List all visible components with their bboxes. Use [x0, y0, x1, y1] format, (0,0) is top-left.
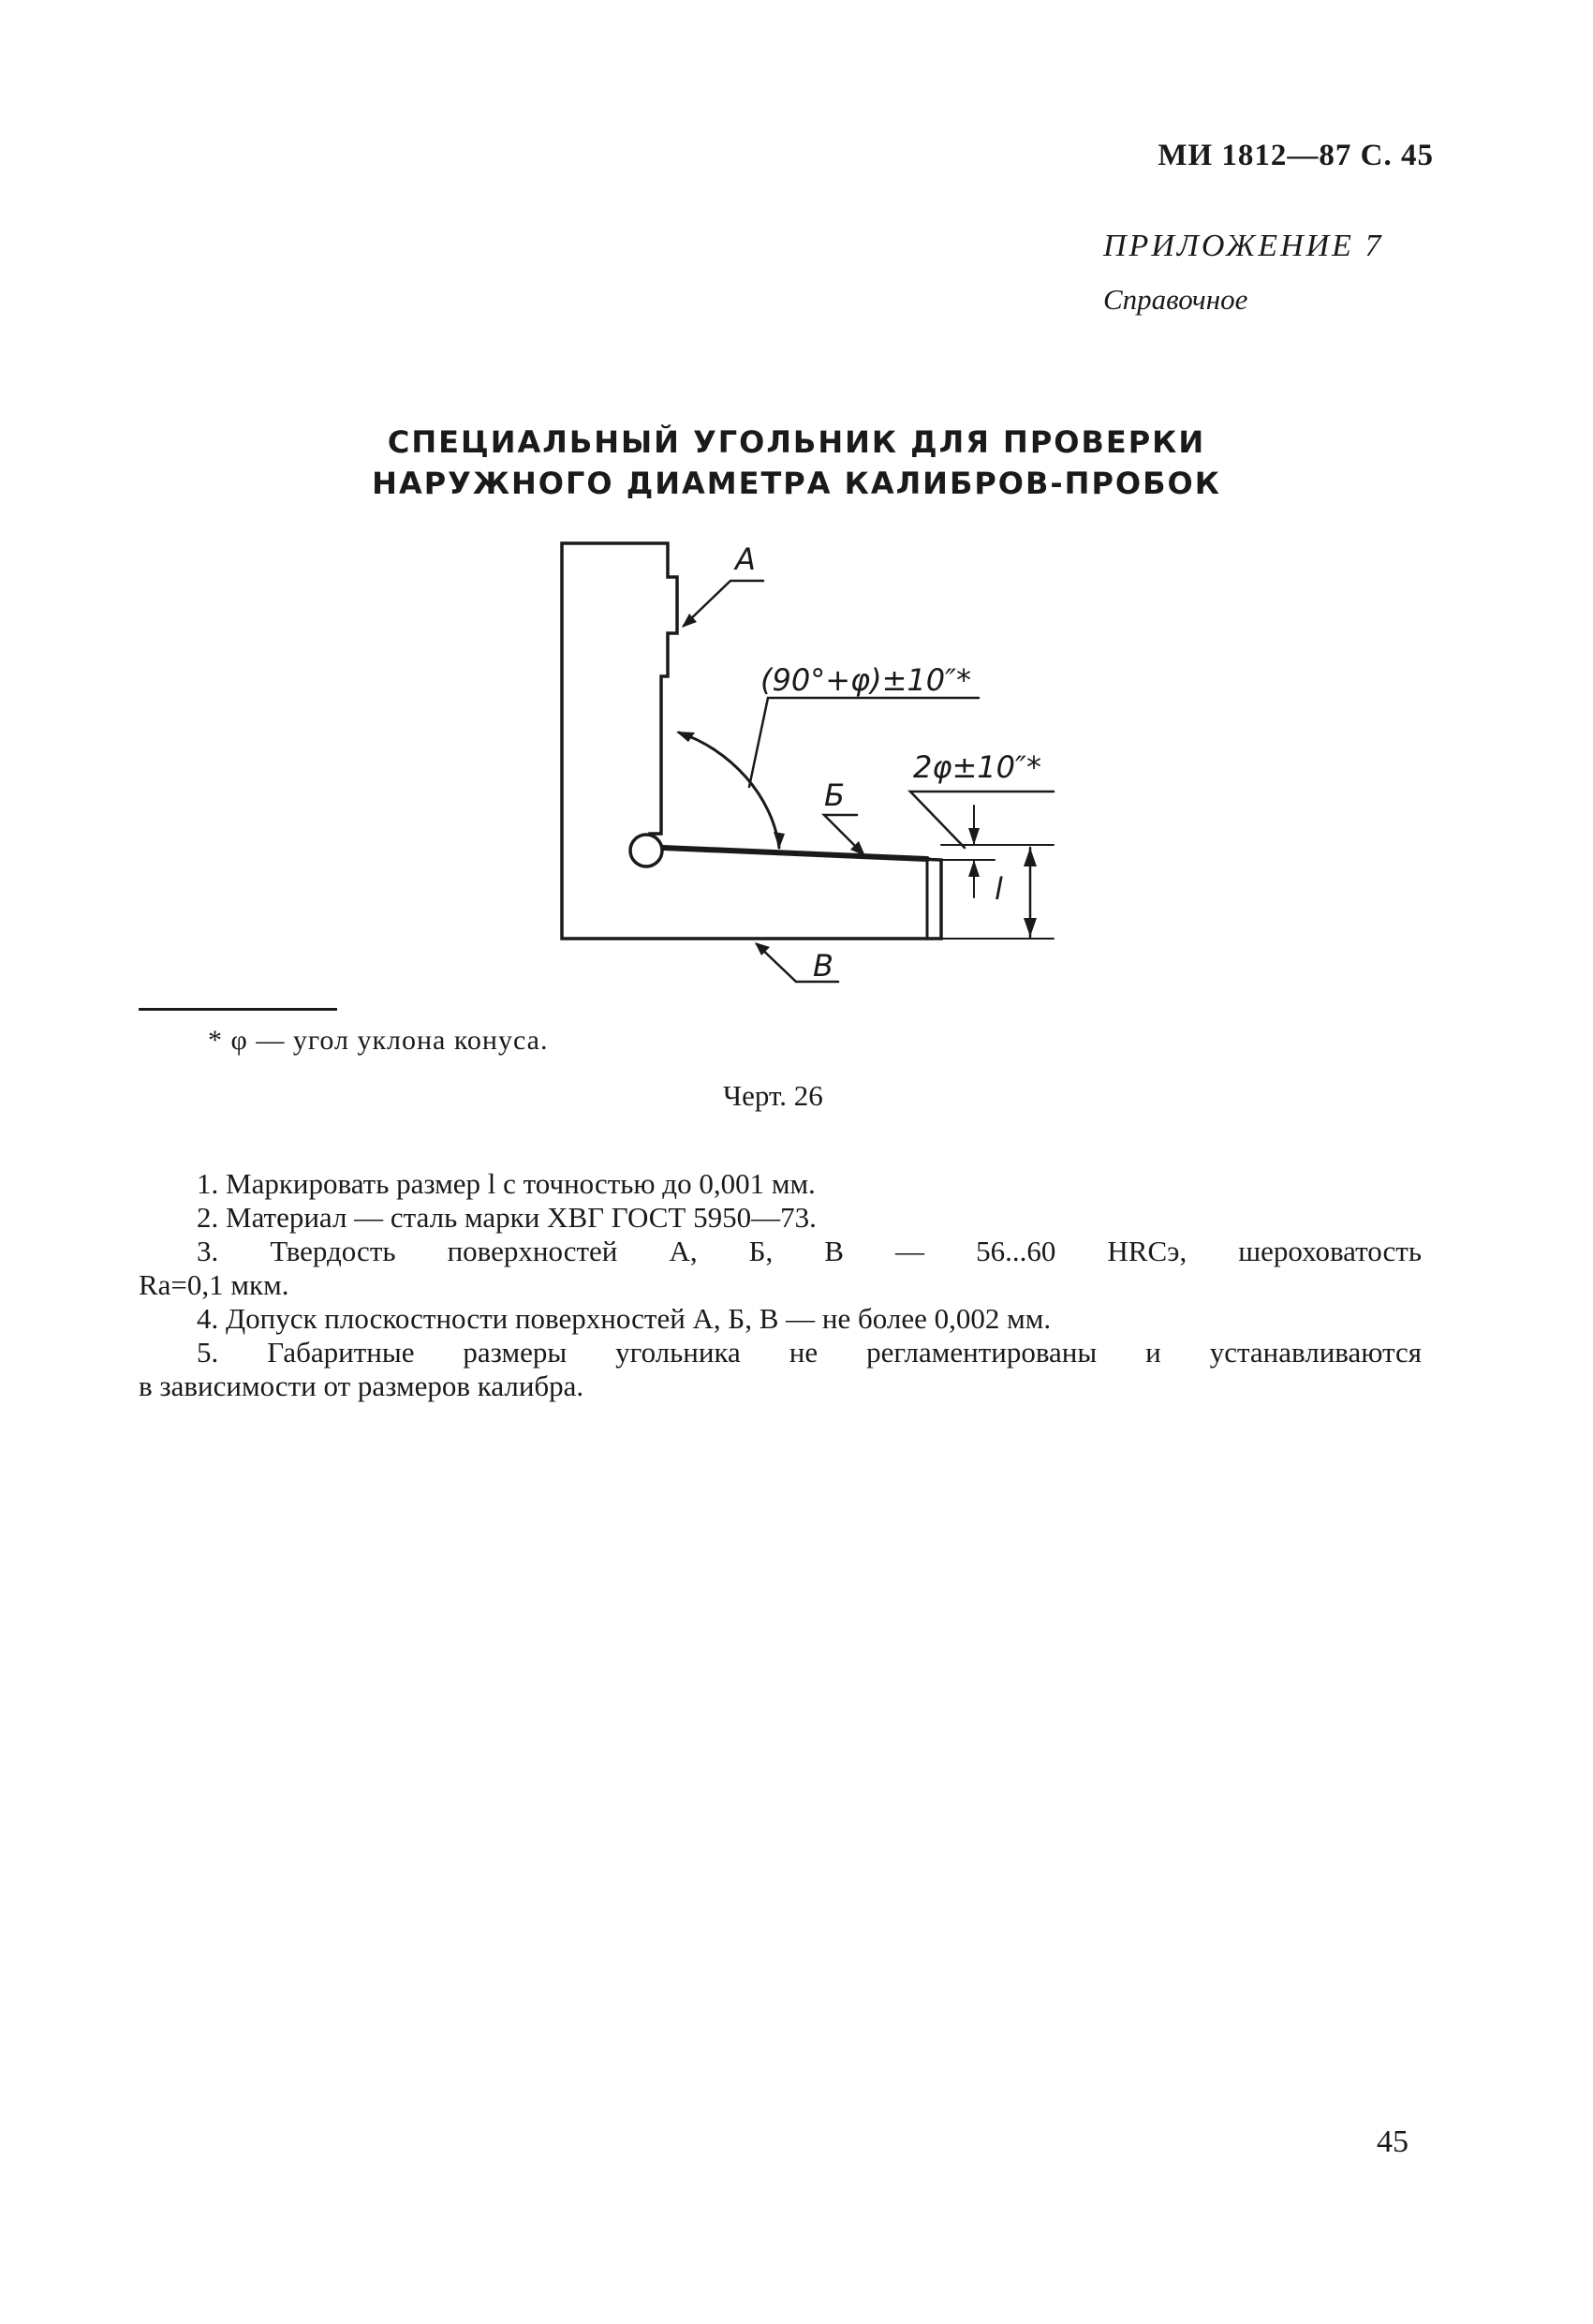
arrow-angle-bottom	[774, 832, 785, 849]
square-body-outline	[562, 543, 941, 939]
relief-groove	[630, 835, 662, 866]
appendix-label: ПРИЛОЖЕНИЕ 7	[1103, 229, 1384, 263]
page-number: 45	[1377, 2124, 1409, 2159]
angle-dimension: (90°+φ)±10″*	[760, 662, 972, 698]
note-3-line-2: Ra=0,1 мкм.	[139, 1268, 289, 1301]
notes-list	[139, 1167, 1422, 1403]
slope-dimension: 2φ±10″*	[913, 749, 1041, 785]
surface-b-line	[663, 848, 927, 859]
label-v: В	[813, 948, 833, 984]
note-3-line-1: 3. Твердость поверхностей А, Б, В — 56...60 HRCэ, шероховатость	[197, 1235, 1422, 1267]
label-b: Б	[824, 777, 845, 813]
footnote: * φ — угол уклона конуса.	[208, 1025, 549, 1056]
length-dimension: l	[995, 871, 1003, 907]
appendix-type: Справочное	[1103, 283, 1248, 316]
note-5-line-1: 5. Габаритные размеры угольника не регламентированы и устанавливаются	[197, 1336, 1422, 1369]
label-a: А	[735, 541, 756, 577]
document-header: МИ 1812—87 С. 45	[1158, 139, 1434, 172]
note-5-line-2: в зависимости от размеров калибра.	[139, 1369, 584, 1402]
leader-a	[684, 581, 763, 626]
title-line-2: НАРУЖНОГО ДИАМЕТРА КАЛИБРОВ-ПРОБОК	[372, 466, 1221, 501]
title-line-1: СПЕЦИАЛЬНЫЙ УГОЛЬНИК ДЛЯ ПРОВЕРКИ	[387, 424, 1206, 460]
note-2: 2. Материал — сталь марки ХВГ ГОСТ 5950—73.	[197, 1201, 817, 1234]
slope-leader	[910, 792, 1054, 848]
footnote-separator	[139, 1008, 337, 1011]
figure-caption: Черт. 26	[723, 1079, 823, 1112]
note-1: 1. Маркировать размер l с точностью до 0,001 мм.	[197, 1167, 816, 1200]
angle-arc	[679, 733, 779, 848]
note-4: 4. Допуск плоскостности поверхностей А, Б, В — не более 0,002 мм.	[197, 1302, 1052, 1335]
